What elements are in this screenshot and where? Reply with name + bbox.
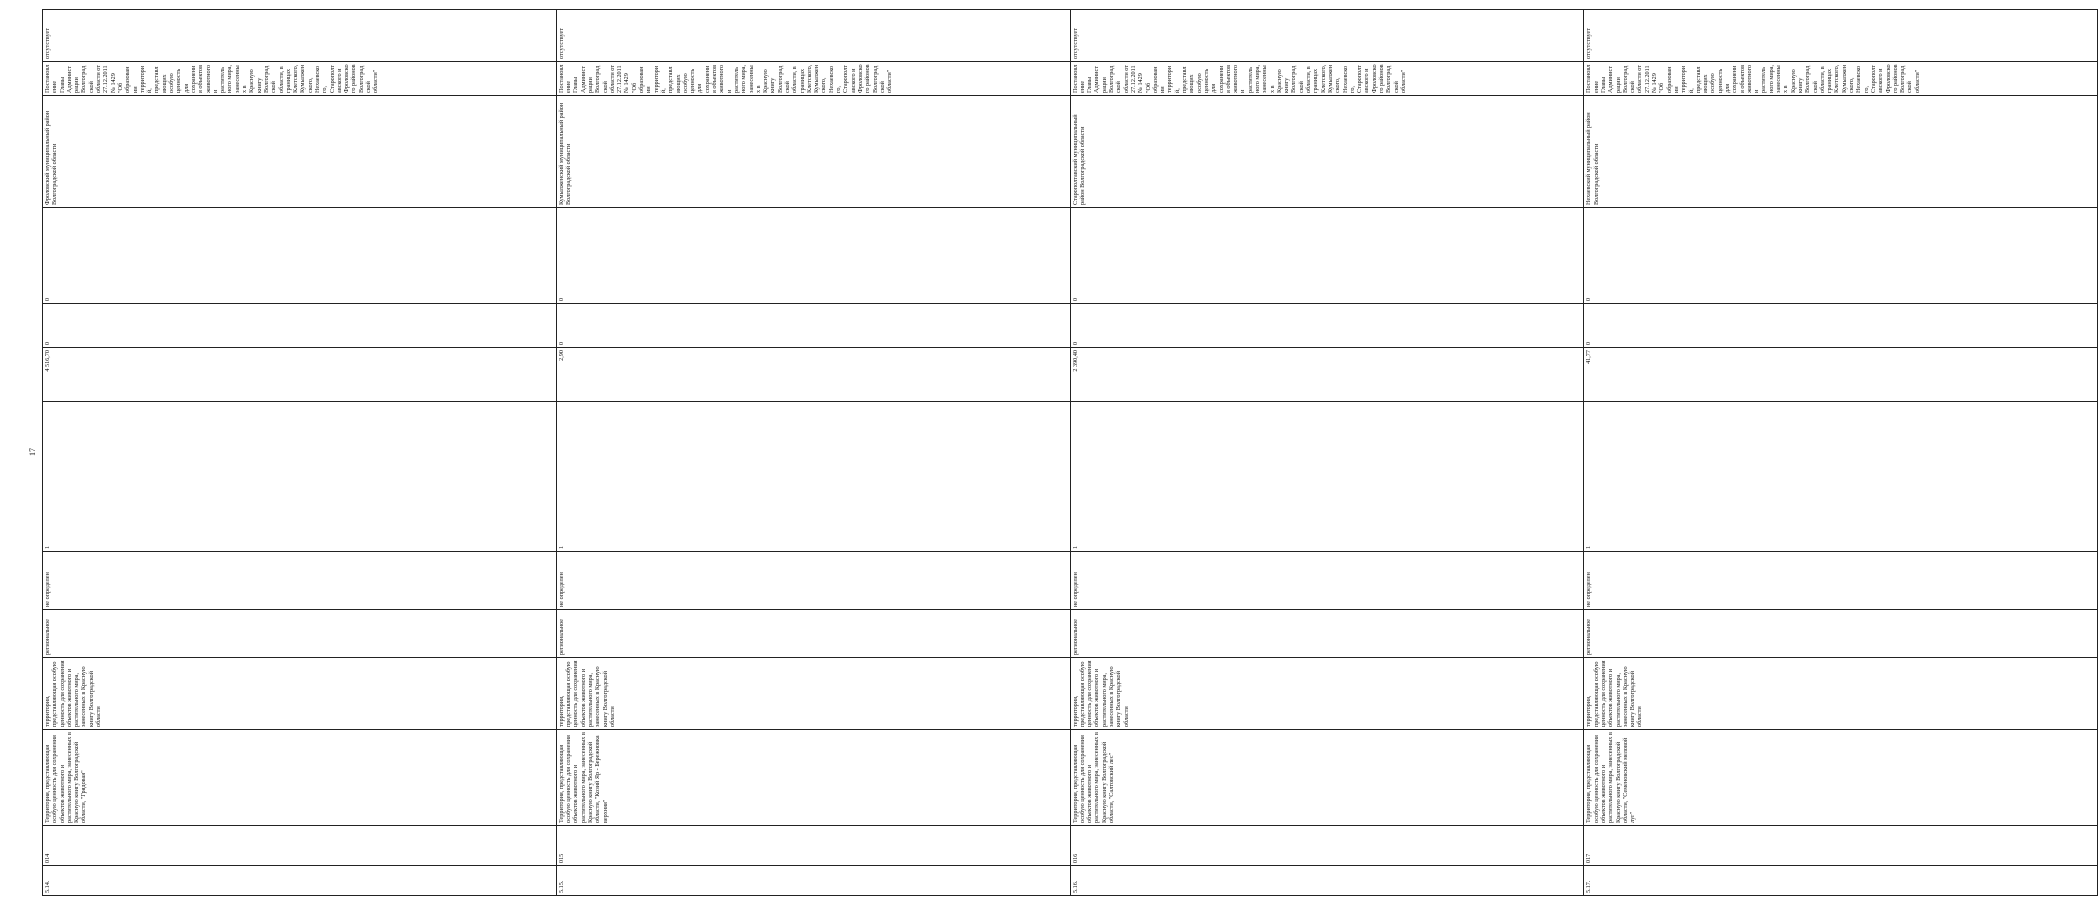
protected-areas-table [42,9,2098,896]
area-profile: не определен [43,552,557,610]
area-category: территория, представляющая особую ценность для сохранения объектов животного и растительного мира, занесенных в Красную книгу Волгоградской области [1070,658,1584,730]
establishing-decree: Постановление Главы Администрации Волгоградской области от 27.12.2011 № 1429 "Об образовании территорий, представляющих особую ценность для сохранения объектов животного и растительного мира, занесенных в Красную книгу Волгоградской области, в границах Клетского, Кумылженского, Нехаевского, Старополтавского и Фроловского районов Волгоградской области" [43,62,557,96]
cluster-count: 1 [43,402,557,552]
cluster-count: 1 [1584,402,2098,552]
area-district: Фроловский муниципальный район Волгоградской области [43,96,557,208]
rotated-page [42,10,1921,896]
area-significance: региональное [1584,610,2098,658]
table-viewport [42,10,1921,896]
page-number: 17 [28,448,37,456]
area-total: 41,77 [1584,348,2098,402]
cluster-count: 1 [1070,402,1584,552]
establishing-decree: Постановление Главы Администрации Волгоградской области от 27.12.2011 № 1429 "Об образовании территорий, представляющих особую ценность для сохранения объектов животного и растительного мира, занесенных в Красную книгу Волгоградской области, в границах Клетского, Кумылженского, Нехаевского, Старополтавского и Фроловского районов Волгоградской области" [1070,62,1584,96]
area-other: 0 [556,208,1070,304]
row-number: 5.15. [556,866,1070,896]
area-significance: региональное [1070,610,1584,658]
row-code: 015 [556,826,1070,866]
area-total: 2 390,40 [1070,348,1584,402]
area-district: Кумылженский муниципальный район Волгоградской области [556,96,1070,208]
area-profile: не определен [1070,552,1584,610]
table-row [1584,10,2098,896]
area-buffer: 0 [556,304,1070,348]
area-notes: отсутствует [556,10,1070,62]
area-other: 0 [1584,208,2098,304]
row-code: 017 [1584,826,2098,866]
table-row [556,10,1070,896]
area-other: 0 [1070,208,1584,304]
cluster-count: 1 [556,402,1070,552]
area-name: Территория, представляющая особую ценность для сохранения объектов животного и растительного мира, занесенных в Красную книгу Волгоградской области, "Козий Яр - Бережновка верхняя" [556,730,1070,826]
row-code: 016 [1070,826,1584,866]
area-buffer: 0 [43,304,557,348]
area-profile: не определен [1584,552,2098,610]
area-notes: отсутствует [1070,10,1584,62]
area-district: Нехаевский муниципальный район Волгоградской области [1584,96,2098,208]
area-buffer: 0 [1584,304,2098,348]
area-name: Территория, представляющая особую ценность для сохранения объектов животного и растительного мира, занесенных в Красную книгу Волгоградской области, "Салтовский лес" [1070,730,1584,826]
area-significance: региональное [43,610,557,658]
table-row [1070,10,1584,896]
area-buffer: 0 [1070,304,1584,348]
row-number: 5.17. [1584,866,2098,896]
area-significance: региональное [556,610,1070,658]
row-number: 5.14. [43,866,557,896]
establishing-decree: Постановление Главы Администрации Волгоградской области от 27.12.2011 № 1429 "Об образовании территорий, представляющих особую ценность для сохранения объектов животного и растительного мира, занесенных в Красную книгу Волгоградской области, в границах Клетского, Кумылженского, Нехаевского, Старополтавского и Фроловского районов Волгоградской области" [1584,62,2098,96]
area-name: Территория, представляющая особую ценность для сохранения объектов животного и растительного мира, занесенных в Красную книгу Волгоградской области, "Грядовая" [43,730,557,826]
area-district: Старополтавский муниципальный район Волгоградской области [1070,96,1584,208]
establishing-decree: Постановление Главы Администрации Волгоградской области от 27.12.2011 № 1429 "Об образовании территорий, представляющих особую ценность для сохранения объектов животного и растительного мира, занесенных в Красную книгу Волгоградской области, в границах Клетского, Кумылженского, Нехаевского, Старополтавского и Фроловского районов Волгоградской области" [556,62,1070,96]
area-notes: отсутствует [43,10,557,62]
area-category: территория, представляющая особую ценность для сохранения объектов животного и растительного мира, занесенных в Красную книгу Волгоградской области [43,658,557,730]
area-other: 0 [43,208,557,304]
row-code: 014 [43,826,557,866]
row-number: 5.16. [1070,866,1584,896]
area-total: 4 516,70 [43,348,557,402]
area-total: 2,90 [556,348,1070,402]
table-row [43,10,557,896]
area-category: территория, представляющая особую ценность для сохранения объектов животного и растительного мира, занесенных в Красную книгу Волгоградской области [1584,658,2098,730]
area-notes: отсутствует [1584,10,2098,62]
area-category: территория, представляющая особую ценность для сохранения объектов животного и растительного мира, занесенных в Красную книгу Волгоградской области [556,658,1070,730]
area-profile: не определен [556,552,1070,610]
area-name: Территория, представляющая особую ценность для сохранения объектов животного и растительного мира, занесенных в Красную книгу Волгоградской области, "Семеновский меловой луг" [1584,730,2098,826]
